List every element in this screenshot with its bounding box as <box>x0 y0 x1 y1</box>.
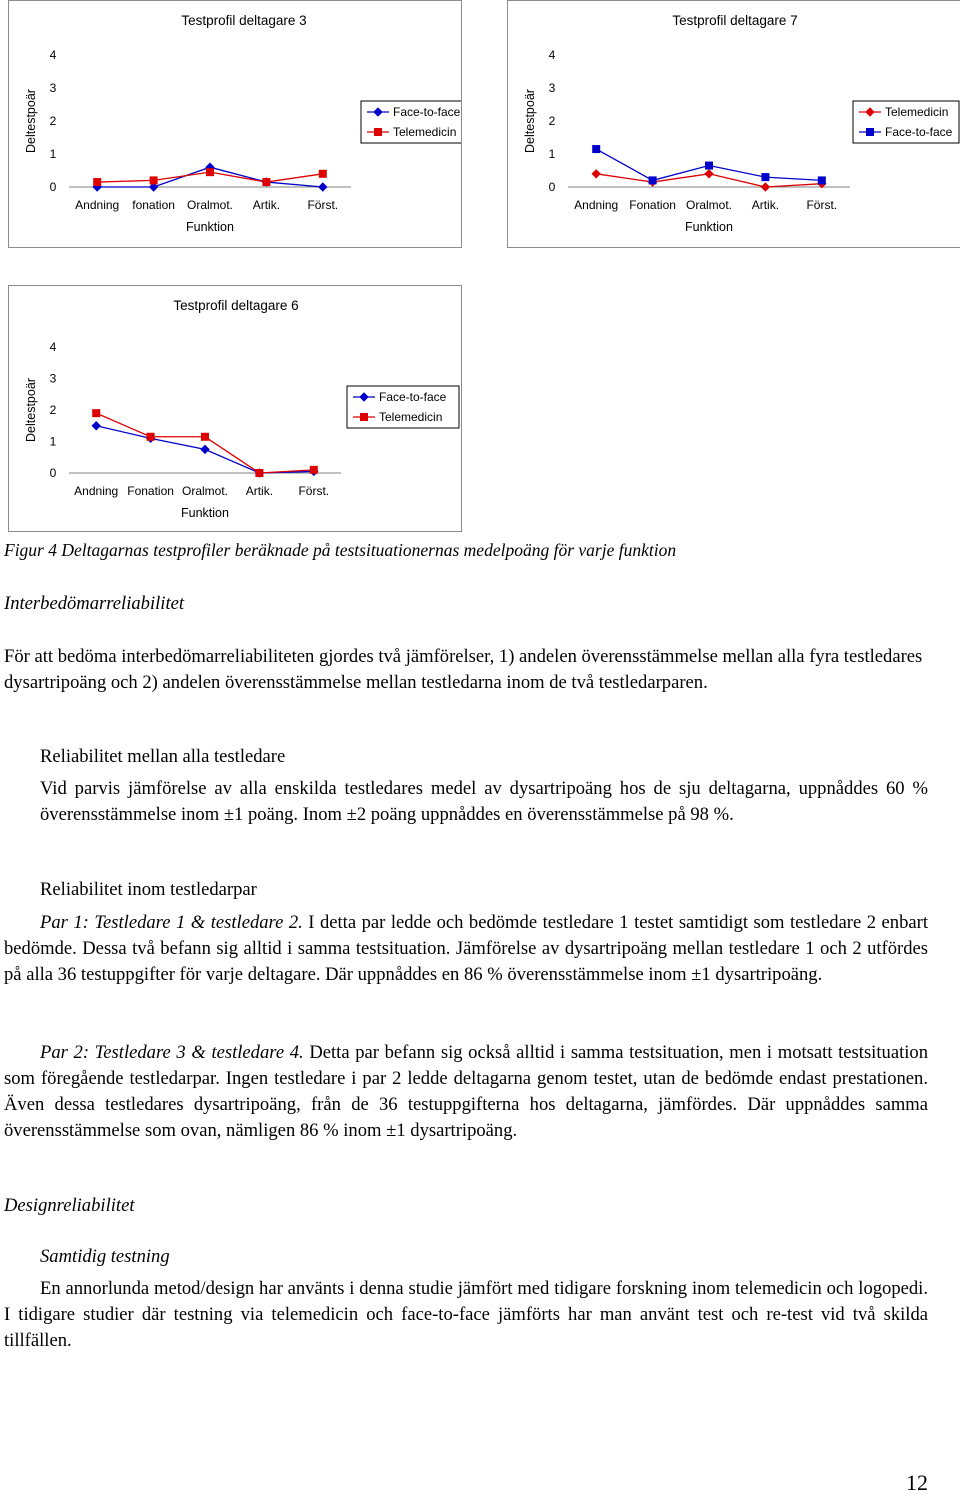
chart1-series-1-point-1 <box>649 177 656 184</box>
par1-text: I detta par ledde och bedömde testledare 1 testet samtidigt som testledare 2 enbart bedömde. Dessa två befann sig alltid i samma testsituation. Jämförelse av dysartripoäng mellan testledare 1 och 2 utfördes på alla 36 testuppgifter för varje deltagare. Där uppnåddes en 86 % överensstämmelse inom ±1 dysartripoäng. <box>4 912 928 985</box>
chart0-series-1-point-4 <box>319 170 326 177</box>
chart0-ytick-0: 0 <box>49 180 57 194</box>
chart2-ytick-3: 3 <box>49 371 57 386</box>
chart1-xtick-2: Oralmot. <box>685 198 733 212</box>
chart0-xlabel: Funktion <box>186 220 234 234</box>
chart2-series-1-point-4 <box>310 466 317 473</box>
chart2-xtick-4: Först. <box>298 484 330 498</box>
chart0-title: Testprofil deltagare 3 <box>181 13 307 28</box>
chart0-ylabel: Deltestpoär <box>24 89 38 153</box>
chart2-ylabel: Deltestpoär <box>24 378 38 442</box>
chart1-series-0-point-3 <box>761 183 769 191</box>
heading-designreliabilitet: Designreliabilitet <box>4 1195 135 1216</box>
chart1-legend-marker-1 <box>867 129 874 136</box>
chart2-legend-marker-1 <box>361 414 368 421</box>
subheading-samtidig-testning: Samtidig testning <box>40 1246 170 1267</box>
paragraph-interbedomar: För att bedöma interbedömarreliabiliteten gjordes två jämförelser, 1) andelen överensstämmelse mellan alla fyra testledares dysartripoäng och 2) andelen överensstämmelse mellan testledarna inom de två testledarparen. <box>4 646 923 693</box>
chart1-xtick-1: Fonation <box>629 198 676 212</box>
chart0-ytick-3: 3 <box>49 81 57 95</box>
chart2-ytick-4: 4 <box>49 340 57 354</box>
chart0-xtick-4: Först. <box>307 198 339 212</box>
chart-deltagare-3 <box>8 0 462 248</box>
paragraph-samtidig: En annorlunda metod/design har använts i denna studie jämfört med tidigare forskning inom telemedicin och logopedi. I tidigare studier där testning via telemedicin och face-to-face jämförts har man använt test och re-test vid två skilda tillfällen. <box>4 1278 928 1351</box>
subheading-inom-par: Reliabilitet inom testledarpar <box>40 879 257 900</box>
chart2-ytick-1: 1 <box>49 434 57 449</box>
par2-label: Par 2: Testledare 3 & testledare 4. <box>40 1042 304 1063</box>
chart1-series-1-point-4 <box>818 177 825 184</box>
chart1-title: Testprofil deltagare 7 <box>672 13 798 28</box>
chart-deltagare-6-svg <box>9 286 461 531</box>
chart2-xtick-2: Oralmot. <box>181 484 229 498</box>
chart1-xlabel: Funktion <box>685 220 733 234</box>
chart2-ytick-0: 0 <box>49 466 57 480</box>
chart2-series-0-point-2 <box>201 445 209 453</box>
chart0-ytick-4: 4 <box>49 48 57 62</box>
chart1-series-1-point-2 <box>706 162 713 169</box>
chart1-xtick-3: Artik. <box>751 198 780 212</box>
figure-caption: Figur 4 Deltagarnas testprofiler beräknade på testsituationernas medelpoäng för varje funktion <box>4 540 677 560</box>
paragraph-mellan-alla: Vid parvis jämförelse av alla enskilda testledares medel av dysartripoäng hos de sju deltagarna, uppnåddes 60 % överensstämmelse inom ±1 poäng. Inom ±2 poäng uppnåddes en överensstämmelse på 98 %. <box>40 778 928 825</box>
chart0-xtick-3: Artik. <box>252 198 281 212</box>
chart2-series-1-point-3 <box>256 470 263 477</box>
chart1-ytick-0: 0 <box>548 180 556 194</box>
chart2-series-1-point-2 <box>202 433 209 440</box>
chart1-ytick-1: 1 <box>548 147 556 161</box>
chart0-legend-marker-1 <box>375 129 382 136</box>
chart0-legend-label-0: Face-to-face <box>393 105 461 119</box>
chart1-series-0-point-2 <box>705 170 713 178</box>
chart0-series-1-point-1 <box>150 177 157 184</box>
chart2-series-1-point-0 <box>93 410 100 417</box>
subheading-mellan-alla: Reliabilitet mellan alla testledare <box>40 746 286 767</box>
paragraph-par2 <box>4 1040 928 1144</box>
paragraph-par1 <box>4 910 928 988</box>
chart-deltagare-6 <box>8 285 462 532</box>
chart0-series-1-point-0 <box>94 179 101 186</box>
chart1-series-1-point-3 <box>762 174 769 181</box>
chart2-xtick-3: Artik. <box>245 484 274 498</box>
chart1-ytick-4: 4 <box>548 48 556 62</box>
chart2-series-1-line <box>96 413 314 473</box>
chart2-title: Testprofil deltagare 6 <box>173 298 299 313</box>
chart0-series-1-point-3 <box>263 179 270 186</box>
chart1-ytick-3: 3 <box>548 81 556 95</box>
page-number: 12 <box>906 1470 928 1495</box>
chart1-series-1-point-0 <box>593 146 600 153</box>
chart2-legend-label-1: Telemedicin <box>379 410 443 424</box>
chart1-series-0-point-0 <box>592 170 600 178</box>
chart2-ytick-2: 2 <box>49 403 57 417</box>
chart0-series-0-point-4 <box>319 183 327 191</box>
chart0-ytick-1: 1 <box>49 147 57 161</box>
chart2-series-0-point-0 <box>92 422 100 430</box>
chart0-xtick-1: fonation <box>132 198 175 212</box>
chart0-series-1-point-2 <box>207 169 214 176</box>
par1-label: Par 1: Testledare 1 & testledare 2. <box>40 912 303 933</box>
chart0-xtick-0: Andning <box>75 198 120 212</box>
chart0-legend-label-1: Telemedicin <box>393 125 457 139</box>
chart2-xtick-0: Andning <box>74 484 119 498</box>
chart-deltagare-7 <box>507 0 960 248</box>
chart2-series-1-point-1 <box>147 433 154 440</box>
chart1-legend-label-0: Telemedicin <box>885 105 949 119</box>
chart1-ytick-2: 2 <box>548 114 556 128</box>
par2-text: Detta par befann sig också alltid i samma testsituation, men i motsatt testsituation som föregående testledarpar. Ingen testledare i par 2 ledde deltagarna genom testet, utan de bedömde endast prestationen. Även dessa testledares dysartripoäng, från de 36 testuppgifterna hos deltagarna, jämfördes. Där uppnåddes samma överensstämmelse som ovan, nämligen 86 % inom ±1 dysartripoäng. <box>4 1042 928 1141</box>
chart1-ylabel: Deltestpoär <box>523 89 537 153</box>
chart0-ytick-2: 2 <box>49 114 57 128</box>
chart2-xlabel: Funktion <box>181 506 229 520</box>
chart1-legend-label-1: Face-to-face <box>885 125 953 139</box>
heading-interbedomarreliabilitet: Interbedömarreliabilitet <box>4 593 185 614</box>
chart1-xtick-0: Andning <box>574 198 619 212</box>
chart0-xtick-2: Oralmot. <box>186 198 234 212</box>
chart-deltagare-3-svg <box>9 1 461 247</box>
chart2-xtick-1: Fonation <box>127 484 174 498</box>
chart2-legend-label-0: Face-to-face <box>379 390 447 404</box>
chart1-xtick-4: Först. <box>806 198 838 212</box>
chart-deltagare-7-svg <box>508 1 960 247</box>
